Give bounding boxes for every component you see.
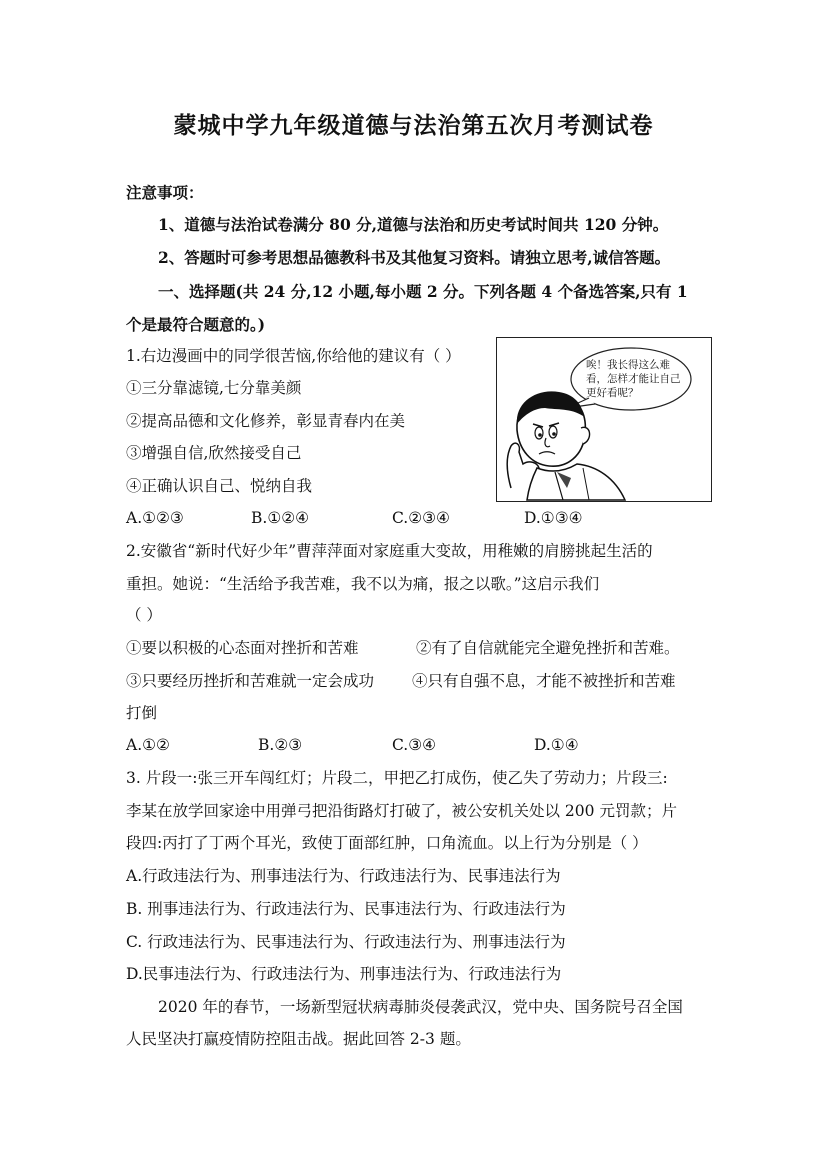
q2-statement-4: ④只有自强不息，才能不被挫折和苦难 (412, 672, 676, 690)
q1-stem: 1.右边漫画中的同学很苦恼,你给他的建议有（ ） (126, 347, 461, 365)
cartoon-bubble-text: 唉！我长得这么难看，怎样才能让自己更好看呢？ (586, 359, 681, 399)
cartoon-image (496, 337, 712, 502)
q3-stem-line3: 段四:丙打了丁两个耳光，致使丁面部红肿，口角流血。以上行为分别是（ ） (126, 834, 648, 852)
q1-statement-4: ④正确认识自己、悦纳自我 (126, 477, 313, 495)
q3-stem-line2: 李某在放学回家途中用弹弓把沿街路灯打破了，被公安机关处以 200 元罚款；片 (126, 802, 677, 820)
notice-item-1: 1、道德与法治试卷满分 80 分,道德与法治和历史考试时间共 120 分钟。 (158, 215, 669, 234)
q1-statement-3: ③增强自信,欣然接受自己 (126, 444, 302, 462)
section-heading-line2: 个是最符合题意的。) (126, 315, 266, 334)
section-heading-line1: 一、选择题(共 24 分,12 小题,每小题 2 分。下列各题 4 个备选答案,只有 1 (158, 282, 688, 301)
exam-title: 蒙城中学九年级道德与法治第五次月考测试卷 (173, 112, 654, 139)
q1-statement-2: ②提高品德和文化修养，彰显青春内在美 (126, 412, 406, 430)
q2-stem-line2: 重担。她说：“生活给予我苦难，我不以为痛，报之以歌。”这启示我们 (126, 575, 600, 593)
q3-stem-line1: 3. 片段一:张三开车闯红灯；片段二，甲把乙打成伤，使乙失了劳动力；片段三: (126, 769, 668, 787)
q2-answer-bracket: （ ） (126, 606, 162, 624)
q3-option-b: B. 刑事违法行为、行政违法行为、民事违法行为、行政违法行为 (126, 900, 566, 918)
q2-statement-3: ③只要经历挫折和苦难就一定会成功 (126, 672, 375, 690)
context-line2: 人民坚决打赢疫情防控阻击战。据此回答 2-3 题。 (126, 1030, 471, 1048)
q1-option-d: D.①③④ (524, 509, 583, 527)
q3-option-a: A.行政违法行为、刑事违法行为、行政违法行为、民事违法行为 (126, 867, 561, 885)
q2-stem-line1: 2.安徽省“新时代好少年”曹萍萍面对家庭重大变故，用稚嫩的肩膀挑起生活的 (126, 542, 653, 560)
q2-statement-4-cont: 打倒 (126, 704, 158, 722)
q1-statement-1: ①三分靠滤镜,七分靠美颜 (126, 379, 302, 397)
q2-option-a: A.①② (126, 736, 170, 754)
q3-option-d: D.民事违法行为、行政违法行为、刑事违法行为、行政违法行为 (126, 965, 562, 983)
q1-option-a: A.①②③ (126, 509, 184, 527)
q1-option-b: B.①②④ (251, 509, 310, 527)
q2-statement-1: ①要以积极的心态面对挫折和苦难 (126, 639, 359, 657)
notice-item-2: 2、答题时可参考思想品德教科书及其他复习资料。请独立思考,诚信答题。 (158, 248, 671, 267)
q2-option-d: D.①④ (534, 736, 579, 754)
q2-statement-2: ②有了自信就能完全避免挫折和苦难。 (416, 639, 680, 657)
q3-option-c: C. 行政违法行为、民事违法行为、行政违法行为、刑事违法行为 (126, 933, 566, 951)
q1-option-c: C.②③④ (392, 509, 450, 527)
notice-heading: 注意事项： (126, 183, 204, 202)
context-line1: 2020 年的春节，一场新型冠状病毒肺炎侵袭武汉，党中央、国务院号召全国 (158, 998, 683, 1016)
q2-option-c: C.③④ (392, 736, 437, 754)
q2-option-b: B.②③ (258, 736, 303, 754)
